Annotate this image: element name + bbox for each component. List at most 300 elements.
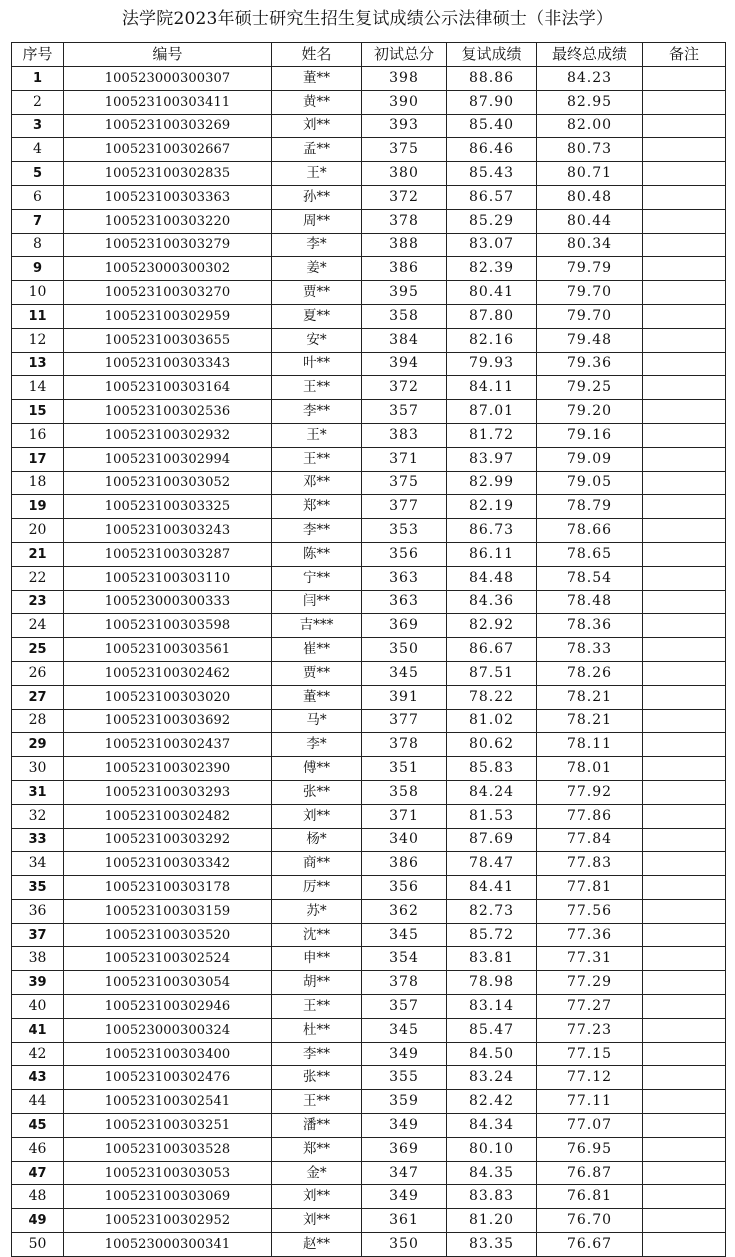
cell-id: 100523100302952 xyxy=(64,1209,272,1233)
cell-id: 100523100303164 xyxy=(64,376,272,400)
cell-id: 100523100303292 xyxy=(64,828,272,852)
cell-final-score: 77.27 xyxy=(537,995,643,1019)
cell-id: 100523100302835 xyxy=(64,162,272,186)
cell-seq: 17 xyxy=(12,447,64,471)
cell-final-score: 78.33 xyxy=(537,638,643,662)
cell-note xyxy=(643,780,726,804)
cell-retest-score: 82.16 xyxy=(447,328,537,352)
cell-note xyxy=(643,67,726,91)
cell-name: 陈** xyxy=(272,542,362,566)
table-row xyxy=(12,162,726,186)
cell-note xyxy=(643,757,726,781)
cell-note xyxy=(643,1209,726,1233)
cell-seq: 5 xyxy=(12,162,64,186)
cell-retest-score: 85.47 xyxy=(447,1018,537,1042)
cell-seq: 45 xyxy=(12,1114,64,1138)
cell-seq: 34 xyxy=(12,852,64,876)
cell-id: 100523100303053 xyxy=(64,1161,272,1185)
table-row xyxy=(12,471,726,495)
cell-note xyxy=(643,423,726,447)
cell-initial-score: 350 xyxy=(362,1233,447,1257)
cell-seq: 33 xyxy=(12,828,64,852)
cell-note xyxy=(643,923,726,947)
cell-retest-score: 86.11 xyxy=(447,542,537,566)
cell-id: 100523100303400 xyxy=(64,1042,272,1066)
cell-initial-score: 358 xyxy=(362,304,447,328)
cell-initial-score: 377 xyxy=(362,495,447,519)
cell-note xyxy=(643,1233,726,1257)
cell-retest-score: 84.34 xyxy=(447,1114,537,1138)
table-row xyxy=(12,1185,726,1209)
cell-seq: 27 xyxy=(12,685,64,709)
cell-retest-score: 84.36 xyxy=(447,590,537,614)
cell-retest-score: 87.69 xyxy=(447,828,537,852)
cell-initial-score: 355 xyxy=(362,1066,447,1090)
cell-seq: 16 xyxy=(12,423,64,447)
cell-name: 贾** xyxy=(272,661,362,685)
cell-name: 刘** xyxy=(272,1209,362,1233)
table-row xyxy=(12,804,726,828)
cell-retest-score: 84.41 xyxy=(447,876,537,900)
cell-initial-score: 356 xyxy=(362,876,447,900)
cell-initial-score: 359 xyxy=(362,1090,447,1114)
table-row xyxy=(12,352,726,376)
cell-retest-score: 87.80 xyxy=(447,304,537,328)
cell-seq: 11 xyxy=(12,304,64,328)
cell-initial-score: 390 xyxy=(362,90,447,114)
cell-seq: 9 xyxy=(12,257,64,281)
cell-note xyxy=(643,1042,726,1066)
cell-final-score: 77.31 xyxy=(537,947,643,971)
cell-seq: 50 xyxy=(12,1233,64,1257)
cell-name: 申** xyxy=(272,947,362,971)
cell-seq: 3 xyxy=(12,114,64,138)
table-row xyxy=(12,1161,726,1185)
cell-note xyxy=(643,542,726,566)
cell-note xyxy=(643,1018,726,1042)
cell-name: 沈** xyxy=(272,923,362,947)
cell-seq: 41 xyxy=(12,1018,64,1042)
cell-retest-score: 86.46 xyxy=(447,138,537,162)
cell-name: 董** xyxy=(272,67,362,91)
cell-seq: 46 xyxy=(12,1137,64,1161)
cell-note xyxy=(643,733,726,757)
cell-seq: 44 xyxy=(12,1090,64,1114)
cell-note xyxy=(643,685,726,709)
cell-seq: 13 xyxy=(12,352,64,376)
table-row xyxy=(12,185,726,209)
cell-initial-score: 354 xyxy=(362,947,447,971)
cell-retest-score: 87.01 xyxy=(447,400,537,424)
table-row xyxy=(12,876,726,900)
cell-initial-score: 391 xyxy=(362,685,447,709)
cell-final-score: 77.36 xyxy=(537,923,643,947)
cell-note xyxy=(643,447,726,471)
cell-retest-score: 86.73 xyxy=(447,519,537,543)
cell-id: 100523100302437 xyxy=(64,733,272,757)
cell-final-score: 76.81 xyxy=(537,1185,643,1209)
table-row xyxy=(12,780,726,804)
cell-name: 王** xyxy=(272,995,362,1019)
cell-name: 刘** xyxy=(272,1185,362,1209)
cell-initial-score: 345 xyxy=(362,661,447,685)
cell-seq: 37 xyxy=(12,923,64,947)
cell-id: 100523100303069 xyxy=(64,1185,272,1209)
cell-final-score: 76.95 xyxy=(537,1137,643,1161)
cell-id: 100523100303269 xyxy=(64,114,272,138)
cell-retest-score: 80.10 xyxy=(447,1137,537,1161)
cell-name: 刘** xyxy=(272,114,362,138)
cell-final-score: 78.01 xyxy=(537,757,643,781)
cell-note xyxy=(643,376,726,400)
cell-retest-score: 85.40 xyxy=(447,114,537,138)
cell-initial-score: 394 xyxy=(362,352,447,376)
cell-initial-score: 347 xyxy=(362,1161,447,1185)
cell-seq: 6 xyxy=(12,185,64,209)
cell-id: 100523100303220 xyxy=(64,209,272,233)
table-row xyxy=(12,519,726,543)
cell-id: 100523100303054 xyxy=(64,971,272,995)
cell-note xyxy=(643,899,726,923)
cell-retest-score: 84.11 xyxy=(447,376,537,400)
cell-final-score: 80.73 xyxy=(537,138,643,162)
table-row xyxy=(12,233,726,257)
cell-id: 100523100302536 xyxy=(64,400,272,424)
table-row xyxy=(12,90,726,114)
cell-note xyxy=(643,233,726,257)
cell-final-score: 77.83 xyxy=(537,852,643,876)
cell-final-score: 77.86 xyxy=(537,804,643,828)
cell-name: 董** xyxy=(272,685,362,709)
cell-retest-score: 88.86 xyxy=(447,67,537,91)
cell-name: 宁** xyxy=(272,566,362,590)
cell-retest-score: 87.51 xyxy=(447,661,537,685)
cell-id: 100523000300324 xyxy=(64,1018,272,1042)
cell-final-score: 76.70 xyxy=(537,1209,643,1233)
cell-initial-score: 375 xyxy=(362,471,447,495)
cell-note xyxy=(643,1137,726,1161)
cell-final-score: 79.48 xyxy=(537,328,643,352)
cell-id: 100523100303178 xyxy=(64,876,272,900)
cell-retest-score: 81.02 xyxy=(447,709,537,733)
cell-seq: 19 xyxy=(12,495,64,519)
header-note: 备注 xyxy=(643,43,726,67)
cell-seq: 25 xyxy=(12,638,64,662)
cell-id: 100523100302959 xyxy=(64,304,272,328)
cell-seq: 42 xyxy=(12,1042,64,1066)
cell-retest-score: 79.93 xyxy=(447,352,537,376)
cell-id: 100523100302932 xyxy=(64,423,272,447)
cell-id: 100523000300307 xyxy=(64,67,272,91)
cell-initial-score: 362 xyxy=(362,899,447,923)
cell-initial-score: 340 xyxy=(362,828,447,852)
cell-id: 100523100302946 xyxy=(64,995,272,1019)
cell-id: 100523100302994 xyxy=(64,447,272,471)
cell-final-score: 78.66 xyxy=(537,519,643,543)
table-row xyxy=(12,400,726,424)
cell-note xyxy=(643,400,726,424)
cell-retest-score: 78.47 xyxy=(447,852,537,876)
cell-final-score: 80.71 xyxy=(537,162,643,186)
cell-note xyxy=(643,614,726,638)
table-row xyxy=(12,995,726,1019)
cell-final-score: 79.16 xyxy=(537,423,643,447)
cell-name: 李** xyxy=(272,519,362,543)
table-row xyxy=(12,67,726,91)
cell-name: 杨* xyxy=(272,828,362,852)
cell-retest-score: 83.07 xyxy=(447,233,537,257)
cell-name: 孙** xyxy=(272,185,362,209)
cell-initial-score: 380 xyxy=(362,162,447,186)
cell-seq: 29 xyxy=(12,733,64,757)
cell-retest-score: 84.48 xyxy=(447,566,537,590)
cell-final-score: 78.21 xyxy=(537,709,643,733)
cell-id: 100523100303598 xyxy=(64,614,272,638)
cell-initial-score: 386 xyxy=(362,852,447,876)
cell-initial-score: 386 xyxy=(362,257,447,281)
cell-final-score: 80.34 xyxy=(537,233,643,257)
cell-final-score: 79.36 xyxy=(537,352,643,376)
cell-name: 闫** xyxy=(272,590,362,614)
cell-initial-score: 378 xyxy=(362,733,447,757)
table-row xyxy=(12,423,726,447)
cell-seq: 7 xyxy=(12,209,64,233)
cell-final-score: 79.05 xyxy=(537,471,643,495)
cell-final-score: 77.15 xyxy=(537,1042,643,1066)
cell-note xyxy=(643,328,726,352)
cell-retest-score: 84.24 xyxy=(447,780,537,804)
table-row xyxy=(12,614,726,638)
cell-final-score: 78.21 xyxy=(537,685,643,709)
table-row xyxy=(12,1090,726,1114)
cell-name: 李* xyxy=(272,233,362,257)
cell-name: 李* xyxy=(272,733,362,757)
cell-name: 胡** xyxy=(272,971,362,995)
cell-seq: 40 xyxy=(12,995,64,1019)
cell-final-score: 82.00 xyxy=(537,114,643,138)
cell-seq: 30 xyxy=(12,757,64,781)
cell-seq: 36 xyxy=(12,899,64,923)
cell-retest-score: 85.72 xyxy=(447,923,537,947)
cell-name: 杜** xyxy=(272,1018,362,1042)
cell-note xyxy=(643,90,726,114)
cell-retest-score: 82.42 xyxy=(447,1090,537,1114)
cell-name: 孟** xyxy=(272,138,362,162)
table-row xyxy=(12,376,726,400)
cell-final-score: 77.07 xyxy=(537,1114,643,1138)
cell-retest-score: 82.92 xyxy=(447,614,537,638)
cell-initial-score: 393 xyxy=(362,114,447,138)
page-title: 法学院2023年硕士研究生招生复试成绩公示法律硕士（非法学） xyxy=(121,9,614,29)
cell-initial-score: 369 xyxy=(362,614,447,638)
cell-initial-score: 357 xyxy=(362,995,447,1019)
table-row xyxy=(12,1209,726,1233)
cell-id: 100523100303270 xyxy=(64,281,272,305)
table-row xyxy=(12,257,726,281)
cell-id: 100523100303520 xyxy=(64,923,272,947)
cell-final-score: 77.84 xyxy=(537,828,643,852)
cell-retest-score: 83.14 xyxy=(447,995,537,1019)
cell-id: 100523100302541 xyxy=(64,1090,272,1114)
cell-id: 100523100303363 xyxy=(64,185,272,209)
table-row xyxy=(12,304,726,328)
cell-note xyxy=(643,138,726,162)
cell-id: 100523100303020 xyxy=(64,685,272,709)
cell-seq: 18 xyxy=(12,471,64,495)
table-row xyxy=(12,971,726,995)
cell-name: 王** xyxy=(272,1090,362,1114)
cell-name: 王* xyxy=(272,423,362,447)
cell-initial-score: 371 xyxy=(362,447,447,471)
cell-retest-score: 82.73 xyxy=(447,899,537,923)
table-row xyxy=(12,209,726,233)
score-table xyxy=(11,42,726,1257)
cell-name: 张** xyxy=(272,1066,362,1090)
cell-id: 100523100303293 xyxy=(64,780,272,804)
cell-note xyxy=(643,471,726,495)
cell-name: 黄** xyxy=(272,90,362,114)
cell-seq: 8 xyxy=(12,233,64,257)
cell-initial-score: 398 xyxy=(362,67,447,91)
table-row xyxy=(12,114,726,138)
cell-name: 郑** xyxy=(272,495,362,519)
cell-final-score: 80.48 xyxy=(537,185,643,209)
header-name: 姓名 xyxy=(272,43,362,67)
cell-note xyxy=(643,661,726,685)
cell-name: 姜* xyxy=(272,257,362,281)
cell-final-score: 76.87 xyxy=(537,1161,643,1185)
cell-retest-score: 83.83 xyxy=(447,1185,537,1209)
cell-seq: 15 xyxy=(12,400,64,424)
cell-final-score: 80.44 xyxy=(537,209,643,233)
cell-id: 100523000300341 xyxy=(64,1233,272,1257)
cell-note xyxy=(643,804,726,828)
cell-seq: 20 xyxy=(12,519,64,543)
cell-note xyxy=(643,495,726,519)
table-row xyxy=(12,328,726,352)
cell-seq: 14 xyxy=(12,376,64,400)
cell-note xyxy=(643,1161,726,1185)
cell-name: 贾** xyxy=(272,281,362,305)
table-row xyxy=(12,138,726,162)
cell-initial-score: 372 xyxy=(362,376,447,400)
cell-id: 100523100303287 xyxy=(64,542,272,566)
cell-name: 商** xyxy=(272,852,362,876)
cell-seq: 43 xyxy=(12,1066,64,1090)
cell-final-score: 77.56 xyxy=(537,899,643,923)
cell-final-score: 78.36 xyxy=(537,614,643,638)
table-row xyxy=(12,566,726,590)
cell-initial-score: 384 xyxy=(362,328,447,352)
table-row xyxy=(12,852,726,876)
cell-note xyxy=(643,566,726,590)
table-row xyxy=(12,447,726,471)
cell-note xyxy=(643,352,726,376)
cell-note xyxy=(643,1090,726,1114)
cell-retest-score: 81.72 xyxy=(447,423,537,447)
header-id: 编号 xyxy=(64,43,272,67)
cell-initial-score: 377 xyxy=(362,709,447,733)
cell-final-score: 76.67 xyxy=(537,1233,643,1257)
cell-seq: 21 xyxy=(12,542,64,566)
cell-note xyxy=(643,209,726,233)
cell-id: 100523100303325 xyxy=(64,495,272,519)
cell-seq: 24 xyxy=(12,614,64,638)
cell-initial-score: 345 xyxy=(362,1018,447,1042)
cell-retest-score: 83.97 xyxy=(447,447,537,471)
cell-retest-score: 81.20 xyxy=(447,1209,537,1233)
cell-retest-score: 82.19 xyxy=(447,495,537,519)
table-row xyxy=(12,923,726,947)
cell-id: 100523100303052 xyxy=(64,471,272,495)
cell-note xyxy=(643,590,726,614)
cell-retest-score: 80.41 xyxy=(447,281,537,305)
cell-initial-score: 356 xyxy=(362,542,447,566)
cell-final-score: 82.95 xyxy=(537,90,643,114)
cell-final-score: 78.65 xyxy=(537,542,643,566)
cell-initial-score: 383 xyxy=(362,423,447,447)
cell-name: 王** xyxy=(272,376,362,400)
table-header-row xyxy=(12,43,726,67)
header-initial-score: 初试总分 xyxy=(362,43,447,67)
cell-name: 金* xyxy=(272,1161,362,1185)
cell-initial-score: 378 xyxy=(362,971,447,995)
cell-id: 100523100302390 xyxy=(64,757,272,781)
cell-id: 100523100303342 xyxy=(64,852,272,876)
cell-name: 傅** xyxy=(272,757,362,781)
cell-final-score: 79.79 xyxy=(537,257,643,281)
cell-initial-score: 395 xyxy=(362,281,447,305)
cell-note xyxy=(643,1114,726,1138)
cell-initial-score: 363 xyxy=(362,566,447,590)
cell-name: 马* xyxy=(272,709,362,733)
cell-note xyxy=(643,852,726,876)
cell-seq: 32 xyxy=(12,804,64,828)
cell-retest-score: 86.57 xyxy=(447,185,537,209)
cell-note xyxy=(643,1185,726,1209)
cell-note xyxy=(643,828,726,852)
table-row xyxy=(12,638,726,662)
cell-final-score: 77.12 xyxy=(537,1066,643,1090)
table-row xyxy=(12,590,726,614)
table-row xyxy=(12,709,726,733)
cell-seq: 38 xyxy=(12,947,64,971)
cell-seq: 31 xyxy=(12,780,64,804)
cell-id: 100523100303411 xyxy=(64,90,272,114)
cell-name: 刘** xyxy=(272,804,362,828)
cell-name: 李** xyxy=(272,400,362,424)
cell-retest-score: 82.39 xyxy=(447,257,537,281)
cell-final-score: 78.79 xyxy=(537,495,643,519)
cell-seq: 48 xyxy=(12,1185,64,1209)
cell-seq: 47 xyxy=(12,1161,64,1185)
cell-seq: 39 xyxy=(12,971,64,995)
cell-name: 吉*** xyxy=(272,614,362,638)
header-final-score: 最终总成绩 xyxy=(537,43,643,67)
cell-id: 100523100303528 xyxy=(64,1137,272,1161)
cell-retest-score: 84.35 xyxy=(447,1161,537,1185)
table-row xyxy=(12,542,726,566)
table-body xyxy=(12,67,726,1257)
cell-seq: 12 xyxy=(12,328,64,352)
cell-seq: 26 xyxy=(12,661,64,685)
cell-final-score: 79.09 xyxy=(537,447,643,471)
cell-name: 赵** xyxy=(272,1233,362,1257)
cell-retest-score: 85.43 xyxy=(447,162,537,186)
cell-seq: 23 xyxy=(12,590,64,614)
cell-final-score: 77.23 xyxy=(537,1018,643,1042)
table-row xyxy=(12,947,726,971)
